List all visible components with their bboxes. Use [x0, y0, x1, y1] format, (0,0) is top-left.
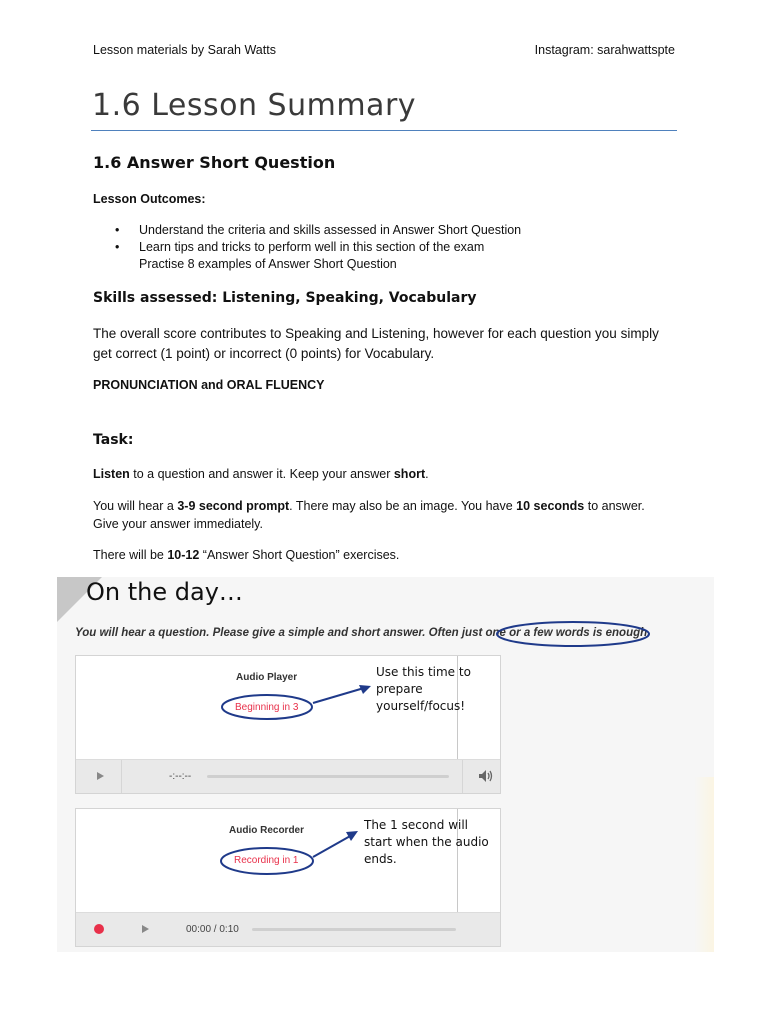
player-note: Use this time to prepare yourself/focus!: [376, 665, 471, 713]
list-item-text: Understand the criteria and skills assessed in Answer Short Question: [139, 223, 522, 237]
text: . There may also be an image. You have: [289, 499, 517, 513]
text: You will hear a: [93, 499, 178, 513]
header-left: Lesson materials by Sarah Watts: [93, 43, 276, 57]
emphasis: 10 seconds: [516, 499, 585, 513]
section-heading: 1.6 Answer Short Question: [93, 153, 336, 172]
text: “Answer Short Question” exercises.: [199, 548, 400, 562]
recording-status: Recording in 1: [234, 855, 299, 866]
audio-recorder-label: Audio Recorder: [229, 825, 305, 836]
outcomes-heading: Lesson Outcomes:: [93, 192, 206, 206]
recorder-note: The 1 second will start when the audio ends.: [364, 818, 489, 866]
annotation-ellipse: [222, 695, 312, 719]
skills-heading: Skills assessed: Listening, Speaking, Vocabulary: [93, 290, 477, 306]
emphasis: 10-12: [167, 548, 200, 562]
emphasis: 3-9 second prompt: [177, 499, 290, 513]
emphasis: Listen: [93, 467, 130, 481]
player-time: -:--:--: [169, 771, 192, 782]
text: .: [425, 467, 429, 481]
list-item-text: Practise 8 examples of Answer Short Question: [139, 257, 397, 271]
task-heading: Task:: [93, 432, 134, 448]
annotation-ellipse: [497, 622, 649, 646]
audio-player-label: Audio Player: [236, 672, 298, 683]
pronunciation-heading: PRONUNCIATION and ORAL FLUENCY: [93, 378, 325, 392]
page-title: 1.6 Lesson Summary: [92, 88, 417, 123]
text: to a question and answer it. Keep your answer: [129, 467, 394, 481]
on-the-day-heading: On the day…: [86, 578, 243, 606]
text: to answer. Give your answer immediately.: [93, 499, 645, 531]
exam-instruction: You will hear a question. Please give a simple and short answer. Often just one or a few words is enough.: [75, 627, 651, 639]
annotation-arrow: [313, 688, 364, 703]
score-paragraph: The overall score contributes to Speaking and Listening, however for each question you simply get correct (1 point) or incorrect (0 points) for Vocabulary.: [93, 326, 659, 361]
beginning-status: Beginning in 3: [235, 702, 299, 713]
header-right: Instagram: sarahwattspte: [534, 43, 675, 57]
annotation-arrow: [313, 835, 352, 857]
recorder-time: 00:00 / 0:10: [186, 924, 239, 935]
annotation-ellipse: [221, 848, 313, 874]
bullet-icon: •: [115, 223, 120, 237]
text: There will be: [93, 548, 168, 562]
list-item-text: Learn tips and tricks to perform well in this section of the exam: [139, 240, 485, 254]
emphasis: short: [393, 467, 426, 481]
arrowhead-icon: [346, 831, 358, 841]
bullet-icon: •: [115, 240, 120, 254]
